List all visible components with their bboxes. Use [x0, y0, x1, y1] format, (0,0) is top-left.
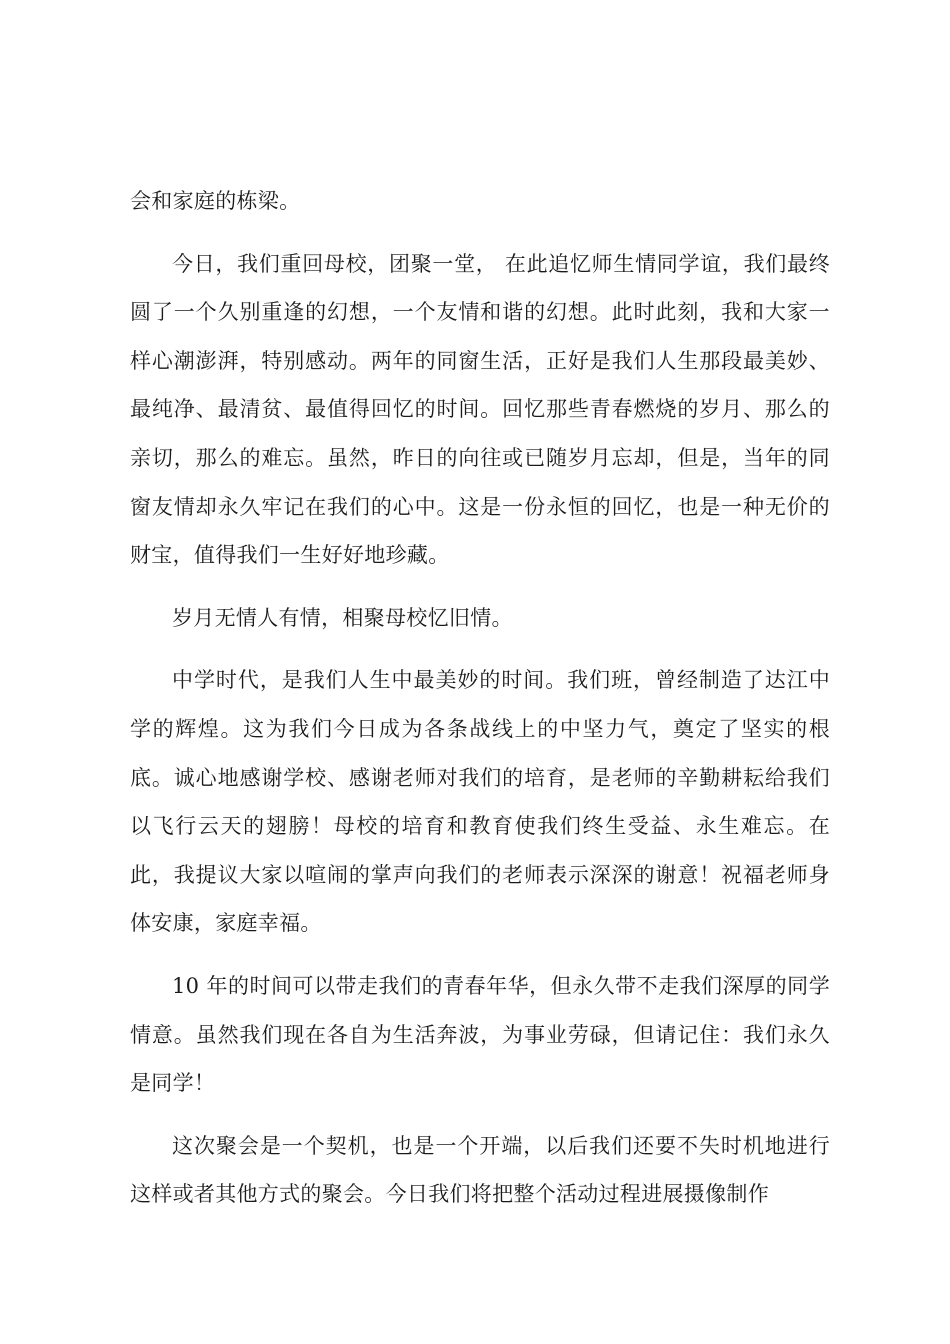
document-body — [130, 177, 830, 1219]
paragraph-3: 岁月无情人有情，相聚母校忆旧情。 — [172, 605, 513, 630]
paragraph-1: 会和家庭的栋梁。 — [130, 189, 301, 213]
paragraph-5: 10 年的时间可以带走我们的青春年华，但永久带不走我们深厚的同学情意。虽然我们现在各自为生活奔波，为事业劳碌，但请记住：我们永久是同学！ — [130, 973, 830, 1096]
paragraph-4: 中学时代，是我们人生中最美妙的时间。我们班，曾经制造了达江中学的辉煌。这为我们今日成为各条战线上的中坚力气，奠定了坚实的根底。诚心地感谢学校、感谢老师对我们的培育，是老师的辛勤耕耘给我们以飞行云天的翅膀！母校的培育和教育使我们终生受益、永生难忘。在此，我提议大家以喧闹的掌声向我们的老师表示深深的谢意！祝福老师身体安康，家庭幸福。 — [130, 668, 830, 936]
paragraph-6: 这次聚会是一个契机，也是一个开端，以后我们还要不失时机地进行这样或者其他方式的聚会。今日我们将把整个活动过程进展摄像制作 — [130, 1133, 830, 1207]
paragraph-2: 今日，我们重回母校，团聚一堂， 在此追忆师生情同学谊，我们最终圆了一个久别重逢的幻想，一个友情和谐的幻想。此时此刻，我和大家一样心潮澎湃，特别感动。两年的同窗生活，正好是我们人生那段最美妙、最纯净、最清贫、最值得回忆的时间。回忆那些青春燃烧的岁月、那么的亲切，那么的难忘。虽然，昨日的向往或已随岁月忘却，但是，当年的同窗友情却永久牢记在我们的心中。这是一份永恒的回忆，也是一种无价的财宝，值得我们一生好好地珍藏。 — [130, 251, 830, 568]
